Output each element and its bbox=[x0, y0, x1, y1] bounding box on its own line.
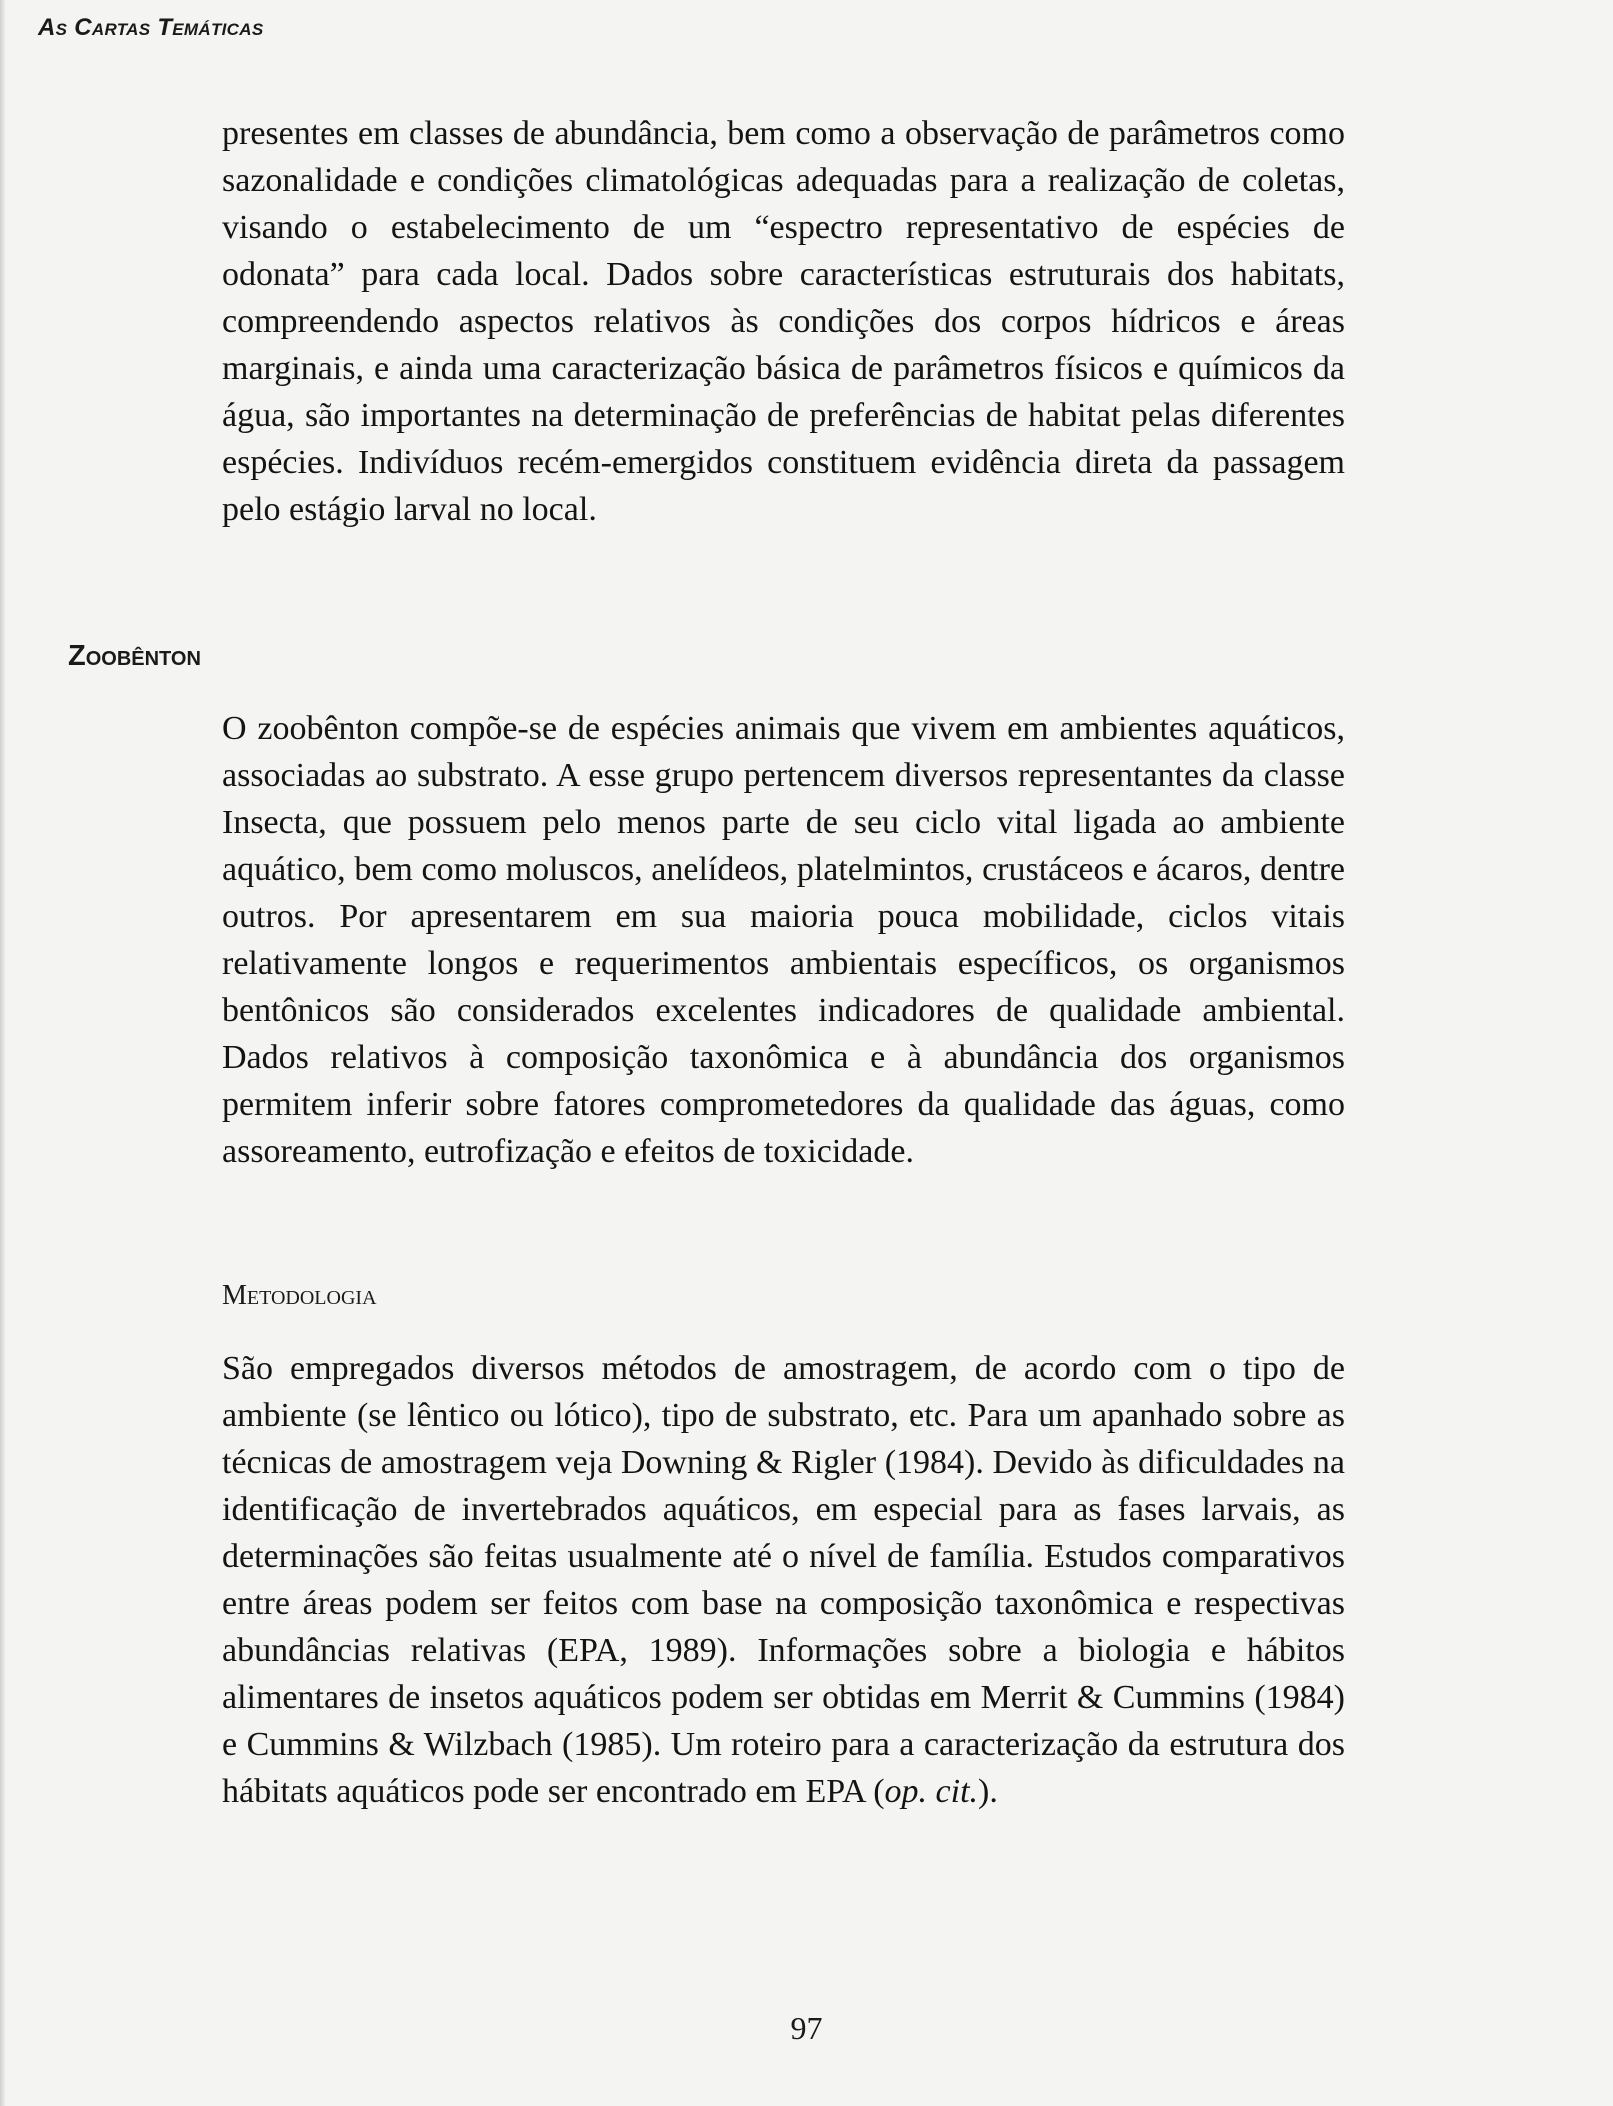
intro-block bbox=[222, 110, 1345, 533]
zoobenton-block bbox=[222, 705, 1345, 1175]
page-edge-shadow bbox=[0, 0, 6, 2106]
intro-paragraph: presentes em classes de abundância, bem como a observação de parâmetros como sazonalidade e condições climatológicas adequadas para a realização de coletas, visando o estabelecimento de um “espectro representativo de espécies de odonata” para cada local. Dados sobre características estruturais dos habitats, compreendendo aspectos relativos às condições dos corpos hídricos e áreas marginais, e ainda uma caracterização básica de parâmetros físicos e químicos da água, são importantes na determinação de preferências de habitat pelas diferentes espécies. Indivíduos recém-emergidos constituem evidência direta da passagem pelo estágio larval no local. bbox=[222, 115, 1345, 528]
page-number: 97 bbox=[790, 2010, 823, 2046]
metodologia-text-start: São empregados diversos métodos de amostragem, de acordo com o tipo de ambiente (se lêntico ou lótico), tipo de substrato, etc. Para um apanhado sobre as técnicas de amostragem veja Downing & Rigler (1984). Devido às dificuldades na identificação de invertebrados aquáticos, em especial para as fases larvais, as determinações são feitas usualmente até o nível de família. Estudos comparativos entre áreas podem ser feitos com base na composição taxonômica e respectivas abundâncias relativas (EPA, 1989). Informações sobre a biologia e hábitos alimentares de insetos aquáticos podem ser obtidas em Merrit & Cummins (1984) e Cummins & Wilzbach (1985). Um roteiro para a caracterização da estrutura dos hábitats aquáticos pode ser encontrado em EPA ( bbox=[222, 1350, 1345, 1810]
metodologia-block bbox=[222, 1345, 1345, 1815]
metodologia-paragraph bbox=[222, 1345, 1345, 1815]
metodologia-citation: op. cit. bbox=[884, 1773, 979, 1810]
section-heading-zoobenton: Zoobênton bbox=[68, 640, 201, 672]
zoobenton-paragraph: O zoobênton compõe-se de espécies animais que vivem em ambientes aquáticos, associadas ao substrato. A esse grupo pertencem diversos representantes da classe Insecta, que possuem pelo menos parte de seu ciclo vital ligada ao ambiente aquático, bem como moluscos, anelídeos, platelmintos, crustáceos e ácaros, dentre outros. Por apresentarem em sua maioria pouca mobilidade, ciclos vitais relativamente longos e requerimentos ambientais específicos, os organismos bentônicos são considerados excelentes indicadores de qualidade ambiental. Dados relativos à composição taxonômica e à abundância dos organismos permitem inferir sobre fatores comprometedores da qualidade das águas, como assoreamento, eutrofização e efeitos de toxicidade. bbox=[222, 710, 1345, 1170]
subsection-heading-metodologia: Metodologia bbox=[222, 1280, 377, 1311]
metodologia-text-end: ). bbox=[978, 1773, 998, 1810]
running-head-title: As Cartas Temáticas bbox=[38, 14, 264, 41]
